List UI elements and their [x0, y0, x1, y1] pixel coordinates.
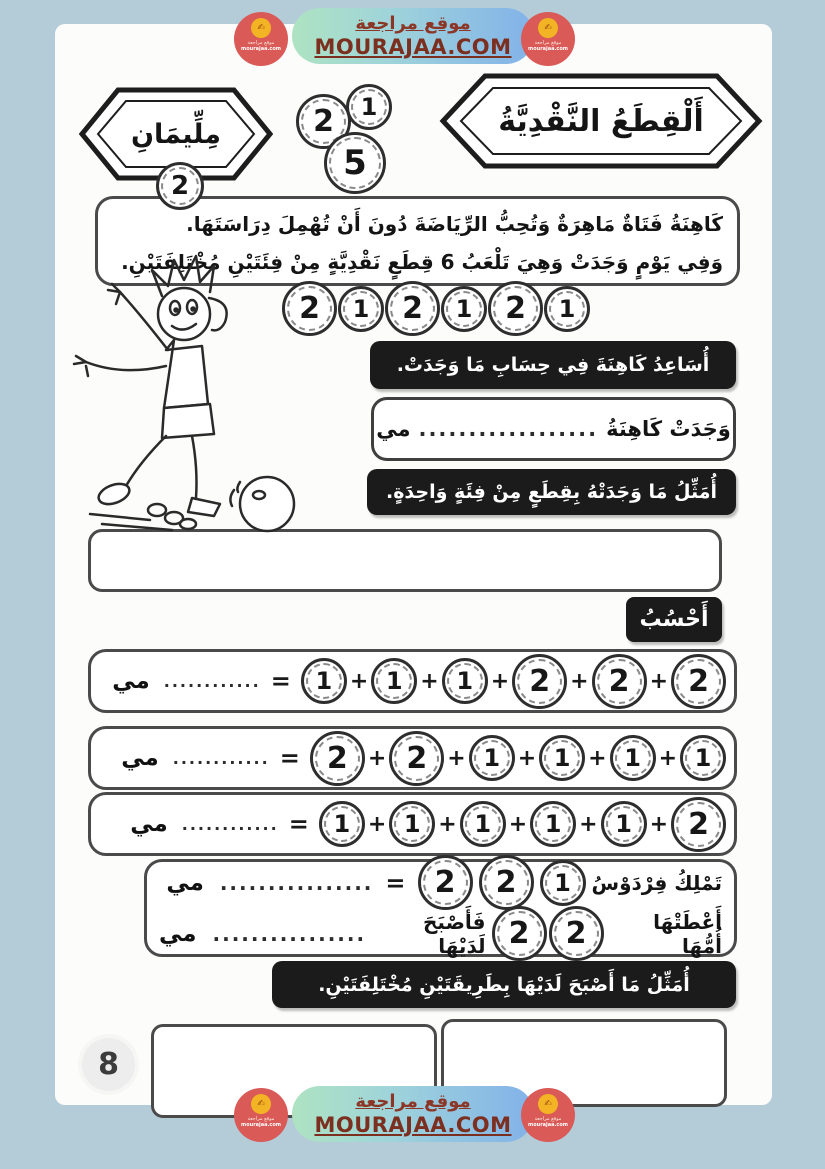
mother-coins [492, 906, 604, 961]
logo-caption-domain: mourajaa.com [240, 46, 281, 52]
task-represent-two-banner [272, 961, 736, 1008]
millimes-unit: مي [376, 417, 411, 441]
lesson-title: أَلْقِطَعُ النَّقْدِيَّةُ [498, 103, 704, 139]
task-represent-two-label: أُمَثِّلُ مَا أَصْبَحَ لَدَيْهَا بِطَرِيقَتَيْنِ مُخْتَلِفَتَيْنِ. [318, 973, 690, 996]
answer-blank[interactable]: ............ [181, 814, 279, 834]
millimes-unit: مي [130, 811, 168, 837]
book-icon: ✍ [251, 1094, 271, 1114]
equals-sign: = [270, 667, 291, 695]
ferdous-owns-text: تَمْلِكُ فِرْدَوْسُ [591, 870, 722, 895]
book-icon: ✍ [538, 1094, 558, 1114]
calculation-row-3 [88, 792, 737, 856]
plus-sign: + [658, 745, 677, 771]
coin-sum [310, 731, 726, 786]
site-logo-bottom-left [234, 1088, 288, 1142]
coin-2: 2 [418, 855, 473, 910]
plus-sign: + [579, 811, 598, 837]
coin-2: 2 [671, 654, 726, 709]
site-name-arabic: موقع مراجعة [355, 1091, 471, 1112]
story-line-1: كَاهِنَةُ فَتَاةٌ مَاهِرَةٌ وَتُحِبُّ الرِّيَاضَةَ دُونَ أَنْ تُهْمِلَ دِرَاسَتَهَا. [186, 212, 723, 236]
coin-1: 1 [680, 735, 726, 781]
mother-gave-text: أَعْطَتْهَا أُمُّهَا [653, 909, 722, 958]
answer-blank[interactable]: ............ [163, 671, 261, 691]
coin-1: 1 [540, 860, 586, 906]
ferdous-problem-box [144, 859, 737, 957]
millimes-unit: مي [112, 668, 150, 694]
task-help-label: أُسَاعِدُ كَاهِنَةَ فِي حِسَابِ مَا وَجَدَتْ. [396, 354, 710, 376]
coin-1: 1 [460, 801, 506, 847]
coin-2: 2 [671, 797, 726, 852]
plus-sign: + [367, 745, 387, 771]
footer-site-banner [292, 1086, 534, 1142]
site-logo-top-left [234, 12, 288, 66]
millimes-unit: مي [159, 920, 197, 947]
coin-1: 1 [442, 658, 488, 704]
logo-caption-domain: mourajaa.com [527, 46, 568, 52]
coin-2: 2 [488, 281, 543, 336]
logo-caption-arabic: موقع مراجعة [247, 1116, 275, 1122]
logo-caption-domain: mourajaa.com [240, 1122, 281, 1128]
plus-sign: + [447, 745, 466, 771]
answer-blank[interactable]: ............ [172, 748, 270, 768]
coin-2: 2 [512, 654, 567, 709]
calculate-banner [626, 597, 722, 642]
coin-1: 1 [301, 658, 347, 704]
plus-sign: + [490, 668, 510, 694]
ferdous-coins [418, 855, 586, 910]
plus-sign: + [508, 811, 528, 837]
coin-1: 1 [338, 286, 384, 332]
millimes-unit: مي [121, 745, 159, 771]
plus-sign: + [649, 668, 668, 694]
coin-2: 2 [310, 731, 365, 786]
coin-5: 5 [324, 132, 386, 194]
plus-sign: + [367, 811, 387, 837]
coin-1: 1 [530, 801, 576, 847]
site-domain-link[interactable]: MOURAJAA.COM [314, 35, 512, 59]
millimes-unit: مي [166, 869, 204, 896]
plus-sign: + [588, 745, 607, 771]
coin-sum [319, 797, 726, 852]
equals-sign: = [288, 810, 309, 838]
task-represent-one-banner [367, 469, 736, 515]
coin-2: 2 [389, 731, 444, 786]
plus-sign: + [570, 668, 589, 694]
story-line-2: وَفِي يَوْمٍ وَجَدَتْ وَهِيَ تَلْعَبُ 6 قِطَعٍ نَقْدِيَّةٍ مِنْ فِئَتَيْنِ مُخْتَلِفَتَيْنِ. [121, 250, 723, 274]
calculation-row-2 [88, 726, 737, 790]
coin-1: 1 [346, 84, 392, 130]
logo-caption-arabic: موقع مراجعة [247, 40, 275, 46]
coin-1: 1 [539, 735, 585, 781]
plus-sign: + [349, 668, 369, 694]
site-name-arabic: موقع مراجعة [355, 13, 471, 34]
task-help-banner [370, 341, 736, 389]
coin-1: 1 [371, 658, 417, 704]
coin-2: 2 [479, 855, 534, 910]
calculate-label: أَحْسُبُ [639, 607, 709, 632]
coin-1: 1 [544, 286, 590, 332]
book-icon: ✍ [538, 18, 558, 38]
answer-blank[interactable]: ................ [219, 870, 374, 895]
plus-sign: + [649, 811, 668, 837]
plus-sign: + [420, 668, 439, 694]
logo-caption-arabic: موقع مراجعة [534, 1116, 562, 1122]
ferdous-line-2 [159, 906, 722, 961]
coin-2: 2 [156, 162, 204, 210]
unit-name: مِلِّيمَانِ [130, 118, 222, 150]
site-domain-link[interactable]: MOURAJAA.COM [314, 1113, 512, 1137]
coin-2: 2 [282, 281, 337, 336]
equals-sign: = [385, 868, 406, 897]
answer-blank[interactable]: ................ [212, 921, 367, 946]
book-icon: ✍ [251, 18, 271, 38]
plus-sign: + [517, 745, 537, 771]
coin-1: 1 [319, 801, 365, 847]
coin-1: 1 [389, 801, 435, 847]
coin-1: 1 [601, 801, 647, 847]
coin-1: 1 [469, 735, 515, 781]
task-represent-one-label: أُمَثِّلُ مَا وَجَدَتْهُ بِقِطَعٍ مِنْ فِئَةٍ وَاحِدَةٍ. [386, 481, 718, 503]
calculation-row-1 [88, 649, 737, 713]
found-prefix: وَجَدَتْ كَاهِنَةُ [606, 417, 731, 441]
lesson-title-banner [437, 66, 765, 176]
found-coins-row [282, 281, 590, 336]
coin-2: 2 [592, 654, 647, 709]
header-site-banner [292, 8, 534, 64]
plus-sign: + [438, 811, 457, 837]
coin-2: 2 [492, 906, 547, 961]
coin-2: 2 [385, 281, 440, 336]
equals-sign: = [279, 744, 300, 772]
logo-caption-domain: mourajaa.com [527, 1122, 568, 1128]
answer-blank[interactable]: .................. [418, 417, 599, 441]
site-logo-bottom-right [521, 1088, 575, 1142]
coin-1: 1 [610, 735, 656, 781]
found-answer-box [371, 397, 736, 461]
coin-1: 1 [441, 286, 487, 332]
coin-2: 2 [296, 94, 351, 149]
coin-2: 2 [549, 906, 604, 961]
coin-sum [301, 654, 726, 709]
page-number: 8 [82, 1038, 135, 1091]
site-logo-top-right [521, 12, 575, 66]
ferdous-line-1 [159, 855, 722, 910]
became-text: فَأَصْبَحَ لَدَيْهَا [423, 909, 486, 958]
logo-caption-arabic: موقع مراجعة [534, 40, 562, 46]
